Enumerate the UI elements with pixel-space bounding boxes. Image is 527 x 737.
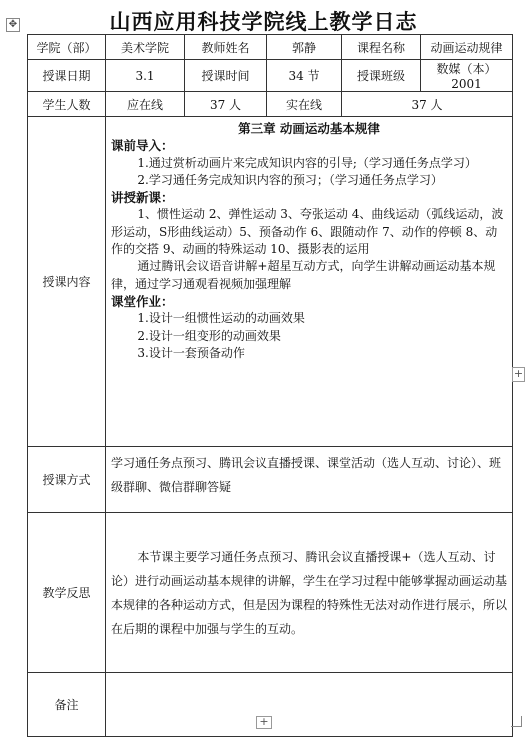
intro-heading: 课前导入： [111, 138, 174, 154]
content-cell[interactable] [106, 117, 513, 447]
homework-item: 3.设计一套预备动作 [137, 345, 245, 360]
college-value[interactable]: 美术学院 [106, 35, 185, 60]
homework-item: 1.设计一组惯性运动的动画效果 [137, 311, 305, 326]
resize-handle-icon[interactable] [511, 716, 522, 727]
actual-value[interactable]: 37 人 [342, 92, 513, 117]
page-title: 山西应用科技学院线上教学日志 [109, 9, 418, 34]
teacher-label: 教师姓名 [185, 35, 267, 60]
college-label: 学院（部） [28, 35, 106, 60]
class-label: 授课班级 [342, 60, 421, 92]
add-row-plus-icon[interactable]: + [256, 716, 272, 729]
class-value[interactable]: 数媒（本）2001 [421, 60, 513, 92]
homework-item: 2.设计一组变形的动画效果 [137, 328, 281, 343]
homework-heading: 课堂作业： [111, 293, 174, 309]
table-row [28, 513, 513, 673]
date-value[interactable]: 3.1 [106, 60, 185, 92]
expected-label: 应在线 [106, 92, 185, 117]
actual-label: 实在线 [267, 92, 342, 117]
intro-item: 2.学习通任务完成知识内容的预习；（学习通任务点学习） [137, 172, 443, 187]
reflection-label: 教学反思 [28, 513, 106, 673]
table-row [28, 117, 513, 447]
table-row [28, 92, 513, 117]
new-lesson-body: 1、惯性运动 2、弹性运动 3、夸张运动 4、曲线运动（弧线运动，波形运动，S形曲线运动）5、预备动作 6、跟随动作 7、动作的停顿 8、动作的交搭 9、动画的特殊运动 10、摄影表的运用 [111, 207, 504, 257]
new-lesson-heading: 讲授新课： [111, 190, 174, 206]
remarks-label: 备注 [28, 673, 106, 737]
date-label: 授课日期 [28, 60, 106, 92]
course-value[interactable]: 动画运动规律 [421, 35, 513, 60]
new-lesson-method: 通过腾讯会议语音讲解+超星互动方式，向学生讲解动画运动基本规律，通过学习通观看视频加强理解 [111, 259, 496, 291]
reflection-text[interactable]: 本节课主要学习通任务点预习、腾讯会议直播授课+（选人互动、讨论）进行动画运动基本规律的讲解，学生在学习过程中能够掌握动画运动基本规律的各种运动方式，但是因为课程的特殊性无法对动作进行展示，所以在后期的课程中加强与学生的互动。 [106, 513, 513, 673]
expected-value[interactable]: 37 人 [185, 92, 267, 117]
teaching-log-table [27, 34, 513, 737]
add-column-plus-icon[interactable]: + [513, 367, 524, 380]
table-row [28, 35, 513, 60]
remarks-text[interactable] [106, 673, 513, 737]
move-cross-icon[interactable]: ✥ [6, 18, 20, 32]
time-value[interactable]: 34 节 [267, 60, 342, 92]
chapter-heading: 第三章 动画运动基本规律 [238, 121, 380, 136]
teacher-value[interactable]: 郭静 [267, 35, 342, 60]
students-label: 学生人数 [28, 92, 106, 117]
method-text[interactable]: 学习通任务点预习、腾讯会议直播授课、课堂活动（选人互动、讨论）、班级群聊、微信群聊答疑 [106, 447, 513, 513]
method-label: 授课方式 [28, 447, 106, 513]
table-row [28, 60, 513, 92]
intro-item: 1.通过赏析动画片来完成知识内容的引导;（学习通任务点学习） [137, 155, 477, 170]
table-row [28, 447, 513, 513]
content-label: 授课内容 [28, 117, 106, 447]
time-label: 授课时间 [185, 60, 267, 92]
course-label: 课程名称 [342, 35, 421, 60]
